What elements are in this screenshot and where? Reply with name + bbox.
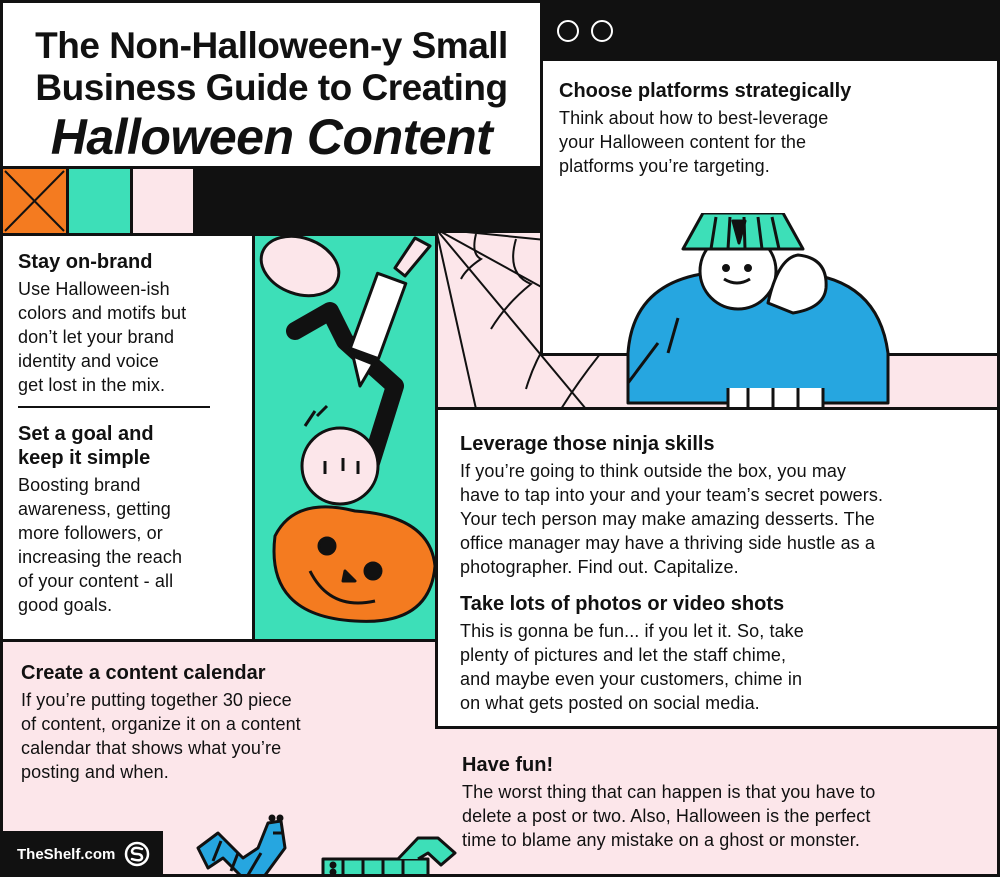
left-column — [3, 233, 255, 641]
goal-line-3: more followers, or — [18, 523, 163, 543]
orange-x-swatch — [3, 169, 69, 233]
window-dot-2-icon — [591, 20, 613, 42]
title-line-3: Halloween Content — [50, 109, 493, 165]
swatch-strip — [3, 169, 543, 233]
s-swirl-icon — [123, 840, 151, 868]
brand-line-5: get lost in the mix. — [18, 375, 166, 395]
fun-heading: Have fun! — [462, 754, 554, 776]
teal-illustration-panel — [255, 233, 438, 641]
section-divider — [18, 406, 210, 408]
goal-heading-1: Set a goal and — [18, 423, 154, 445]
goal-line-5: of your content - all — [18, 571, 174, 591]
brand-line-2: colors and motifs but — [18, 303, 187, 323]
fun-line-2: delete a post or two. Also, Halloween is the perfect — [462, 806, 871, 826]
platforms-heading: Choose platforms strategically — [559, 80, 852, 102]
brand-section — [18, 250, 248, 397]
pumpkin-kid-illustration — [255, 236, 435, 641]
platforms-line-1: Think about how to best-leverage — [559, 108, 829, 128]
calendar-line-4: posting and when. — [21, 762, 169, 782]
ninja-line-3: Your tech person may make amazing desserts. The — [460, 509, 875, 529]
platforms-section — [559, 79, 989, 178]
ninja-heading: Leverage those ninja skills — [460, 433, 715, 455]
ninja-line-2: have to tap into your and your team’s secret powers. — [460, 485, 884, 505]
photos-section — [460, 592, 1000, 715]
fun-line-1: The worst thing that can happen is that you have to — [462, 782, 876, 802]
ninja-line-1: If you’re going to think outside the box, you may — [460, 461, 847, 481]
teal-swatch — [69, 169, 133, 233]
pink-swatch — [133, 169, 196, 233]
person-illustration — [598, 213, 898, 428]
photos-line-2: plenty of pictures and let the staff chime, — [460, 645, 787, 665]
ninja-section — [460, 432, 1000, 579]
photos-line-3: and maybe even your customers, chime in — [460, 669, 803, 689]
brand-line-1: Use Halloween-ish — [18, 279, 170, 299]
browser-titlebar — [543, 3, 1000, 61]
ninja-line-5: photographer. Find out. Capitalize. — [460, 557, 739, 577]
brand-line-4: identity and voice — [18, 351, 159, 371]
title-box — [3, 3, 540, 169]
calendar-line-1: If you’re putting together 30 piece — [21, 690, 292, 710]
photos-line-4: on what gets posted on social media. — [460, 693, 760, 713]
brand-line-3: don’t let your brand — [18, 327, 175, 347]
goal-section — [18, 422, 248, 617]
platforms-line-3: platforms you’re targeting. — [559, 156, 770, 176]
goal-line-2: awareness, getting — [18, 499, 171, 519]
brand-name: TheShelf.com — [17, 845, 116, 863]
fun-section — [462, 753, 992, 852]
calendar-heading: Create a content calendar — [21, 662, 266, 684]
worms-illustration — [193, 803, 458, 877]
goal-line-4: increasing the reach — [18, 547, 183, 567]
brand-badge — [3, 831, 163, 877]
window-dot-1-icon — [557, 20, 579, 42]
photos-heading: Take lots of photos or video shots — [460, 593, 785, 615]
goal-line-6: good goals. — [18, 595, 113, 615]
bottom-divider — [3, 639, 438, 642]
brand-heading: Stay on-brand — [18, 251, 153, 273]
platforms-line-2: your Halloween content for the — [559, 132, 807, 152]
title-line-1: The Non-Halloween-y Small — [35, 25, 508, 66]
ninja-line-4: office manager may have a thriving side hustle as a — [460, 533, 875, 553]
calendar-section — [21, 661, 441, 784]
photos-line-1: This is gonna be fun... if you let it. So, take — [460, 621, 804, 641]
calendar-line-3: calendar that shows what you’re — [21, 738, 282, 758]
title-line-2: Business Guide to Creating — [35, 67, 508, 108]
ninja-photos-box — [435, 407, 1000, 729]
calendar-line-2: of content, organize it on a content — [21, 714, 301, 734]
goal-heading-2: keep it simple — [18, 447, 151, 469]
goal-line-1: Boosting brand — [18, 475, 141, 495]
fun-line-3: time to blame any mistake on a ghost or monster. — [462, 830, 860, 850]
